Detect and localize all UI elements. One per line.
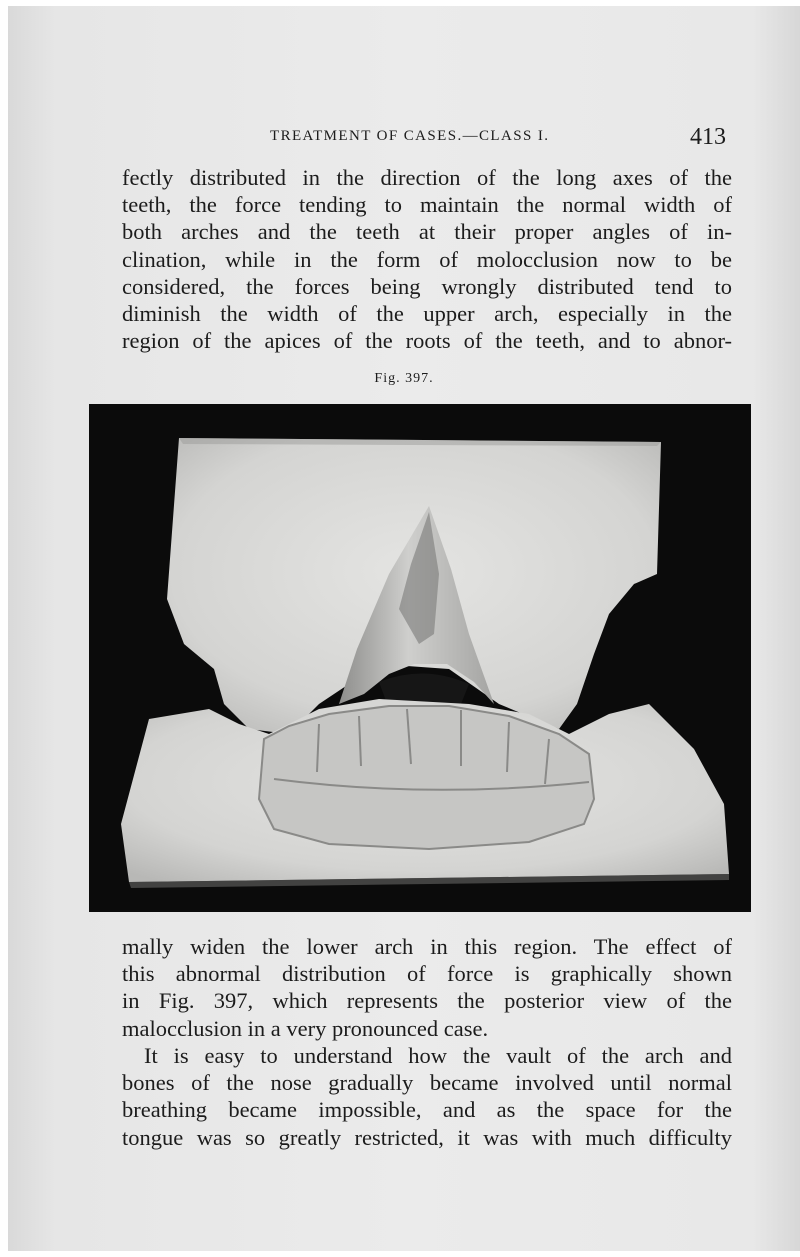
text-line: in Fig. 397, which represents the posterior view of the bbox=[122, 988, 732, 1014]
text-line: bones of the nose gradually became involved until normal bbox=[122, 1070, 732, 1096]
page-number: 413 bbox=[690, 124, 726, 150]
lower-teeth bbox=[259, 706, 594, 849]
paragraph-next bbox=[122, 1042, 732, 1151]
text-line: considered, the forces being wrongly distributed tend to bbox=[122, 273, 732, 299]
text-line: mally widen the lower arch in this region. The effect of bbox=[122, 934, 732, 959]
book-page bbox=[8, 6, 800, 1251]
text-line: both arches and the teeth at their proper angles of in- bbox=[122, 219, 732, 245]
text-line: clination, while in the form of molocclusion now to be bbox=[122, 246, 732, 272]
figure-caption: Fig. 397. bbox=[374, 371, 434, 386]
text-line: diminish the width of the upper arch, especially in the bbox=[122, 300, 732, 326]
text-line: tongue was so greatly restricted, it was with much difficulty bbox=[122, 1124, 732, 1150]
text-line: It is easy to understand how the vault of the arch and bbox=[144, 1043, 732, 1068]
text-line: this abnormal distribution of force is graphically shown bbox=[122, 961, 732, 987]
figure-397-photo bbox=[89, 404, 751, 912]
text-line: region of the apices of the roots of the teeth, and to abnor- bbox=[122, 328, 732, 354]
running-head-title: TREATMENT OF CASES.—CLASS I. bbox=[270, 128, 550, 144]
running-head bbox=[8, 124, 800, 154]
paragraph-top bbox=[122, 164, 732, 354]
paragraph-bottom bbox=[122, 933, 732, 1042]
text-line: fectly distributed in the direction of the long axes of the bbox=[122, 165, 732, 190]
text-line: teeth, the force tending to maintain the normal width of bbox=[122, 192, 732, 218]
text-line: breathing became impossible, and as the space for the bbox=[122, 1097, 732, 1123]
text-line: malocclusion in a very pronounced case. bbox=[122, 1015, 489, 1041]
dental-cast-illustration bbox=[89, 404, 751, 912]
